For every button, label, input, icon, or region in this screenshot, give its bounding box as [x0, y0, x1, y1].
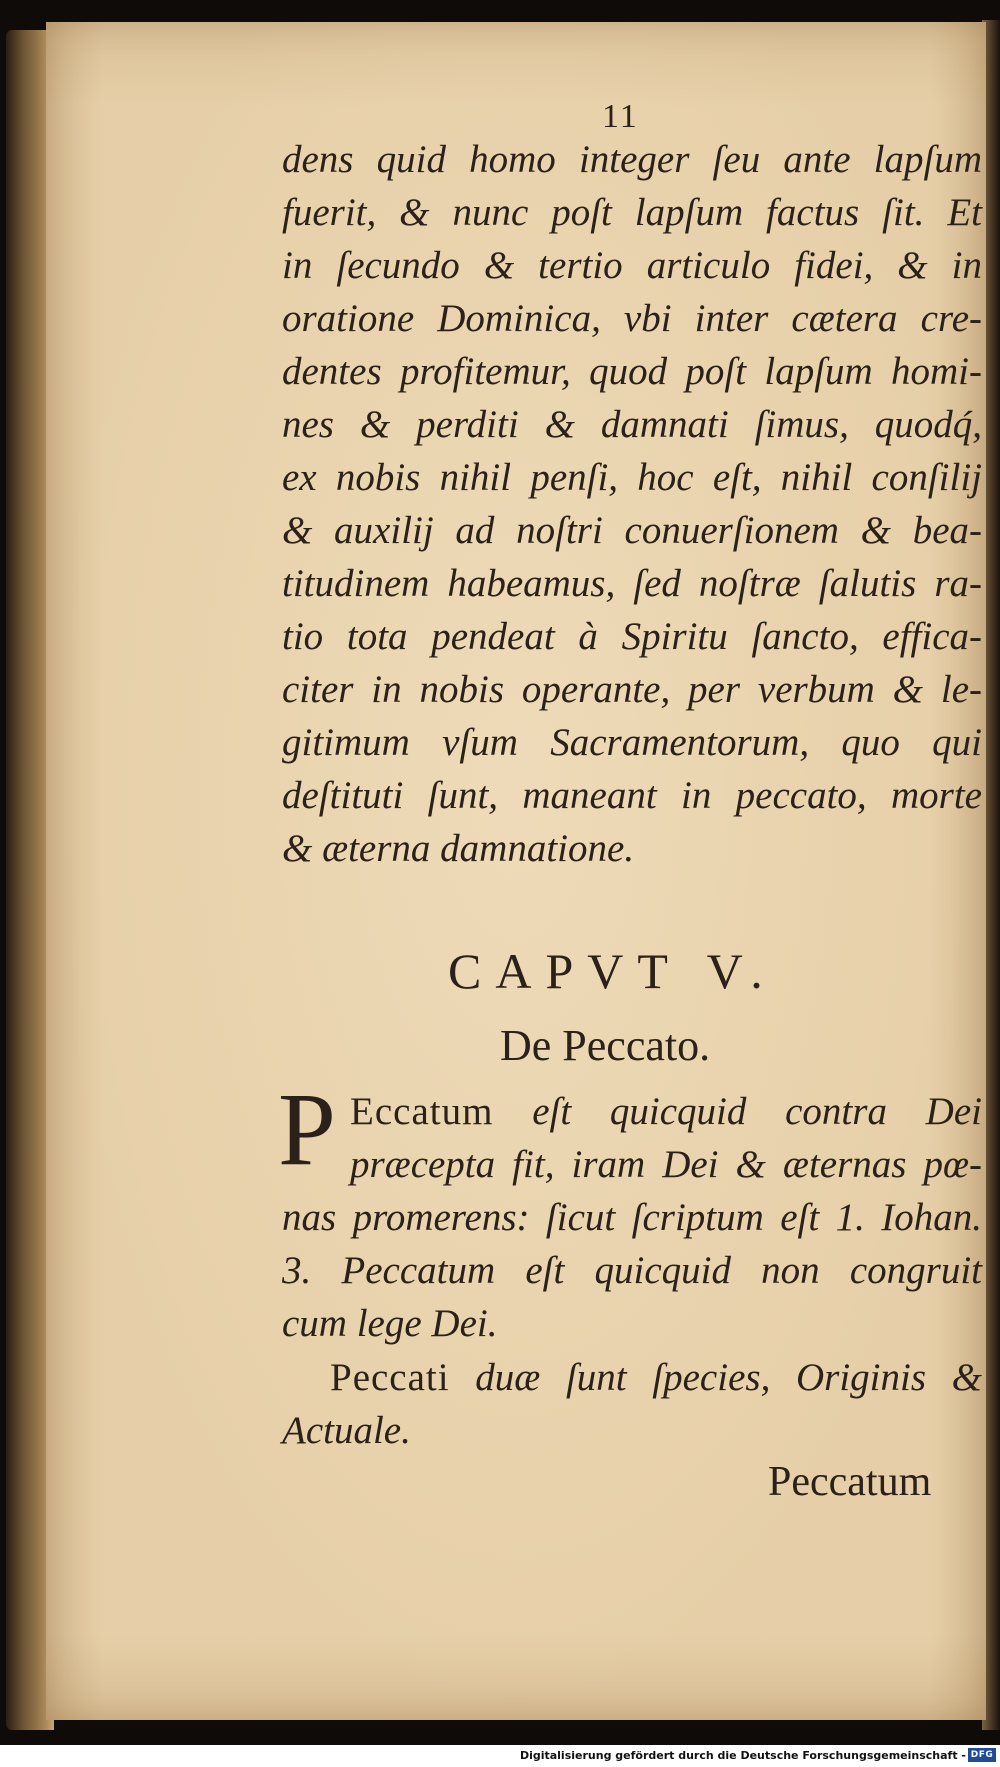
body-line: ex nobis nihil penſi, hoc eſt, nihil conſilij — [282, 456, 982, 499]
body-line: & æterna damnatione. — [282, 827, 635, 870]
body-line: gitimum vſum Sacramentorum, quo qui — [282, 721, 982, 764]
digitization-credit: Digitalisierung gefördert durch die Deutsche Forschungsgemeinschaft - — [519, 1749, 966, 1762]
species-line-1 — [330, 1358, 982, 1397]
chapter-subheading: De Peccato. — [500, 1021, 711, 1070]
body-line: tio tota pendeat à Spiritu ſancto, effica- — [282, 615, 982, 658]
body-line: fuerit, & nunc poſt lapſum factus ſit. Et — [282, 191, 982, 234]
species-line-1-italic: duæ ſunt ſpecies, Originis & — [475, 1356, 983, 1399]
section-line-2: præcepta fit, iram Dei & æternas pœ- — [350, 1143, 982, 1186]
section-line-5: cum lege Dei. — [282, 1302, 498, 1345]
body-line: oratione Dominica, vbi inter cætera cre- — [282, 297, 982, 340]
section-line-4: 3. Peccatum eſt quicquid non congruit — [282, 1249, 982, 1292]
body-line: titudinem habeamus, ſed noſtræ ſalutis ra- — [282, 562, 982, 605]
drop-cap: P — [278, 1072, 336, 1187]
catchword: Peccatum — [768, 1459, 932, 1505]
body-line: & auxilij ad noſtri conuerſionem & bea- — [282, 509, 982, 552]
body-line: dentes profitemur, quod poſt lapſum homi- — [282, 350, 982, 393]
body-line: in ſecundo & tertio articulo fidei, & in — [282, 244, 982, 287]
body-line: deſtituti ſunt, maneant in peccato, morte — [282, 774, 982, 817]
page-number: 11 — [602, 98, 639, 135]
body-line: dens quid homo integer ſeu ante lapſum — [282, 138, 982, 181]
body-line: citer in nobis operante, per verbum & le- — [282, 668, 982, 711]
section-line-1-italic: eſt quicquid contra Dei — [532, 1090, 982, 1133]
dfg-logo: DFG — [968, 1748, 996, 1762]
species-line-1-roman: Peccati — [330, 1356, 450, 1399]
chapter-heading: CAPVT V. — [448, 943, 777, 999]
section-line-1-roman: Eccatum — [350, 1090, 494, 1133]
section-line-1 — [350, 1092, 982, 1131]
section-line-3: nas promerens: ſicut ſcriptum eſt 1. Iohan. — [282, 1196, 982, 1239]
body-line: nes & perditi & damnati ſimus, quodq́, — [282, 403, 982, 446]
species-line-2: Actuale. — [282, 1409, 411, 1452]
